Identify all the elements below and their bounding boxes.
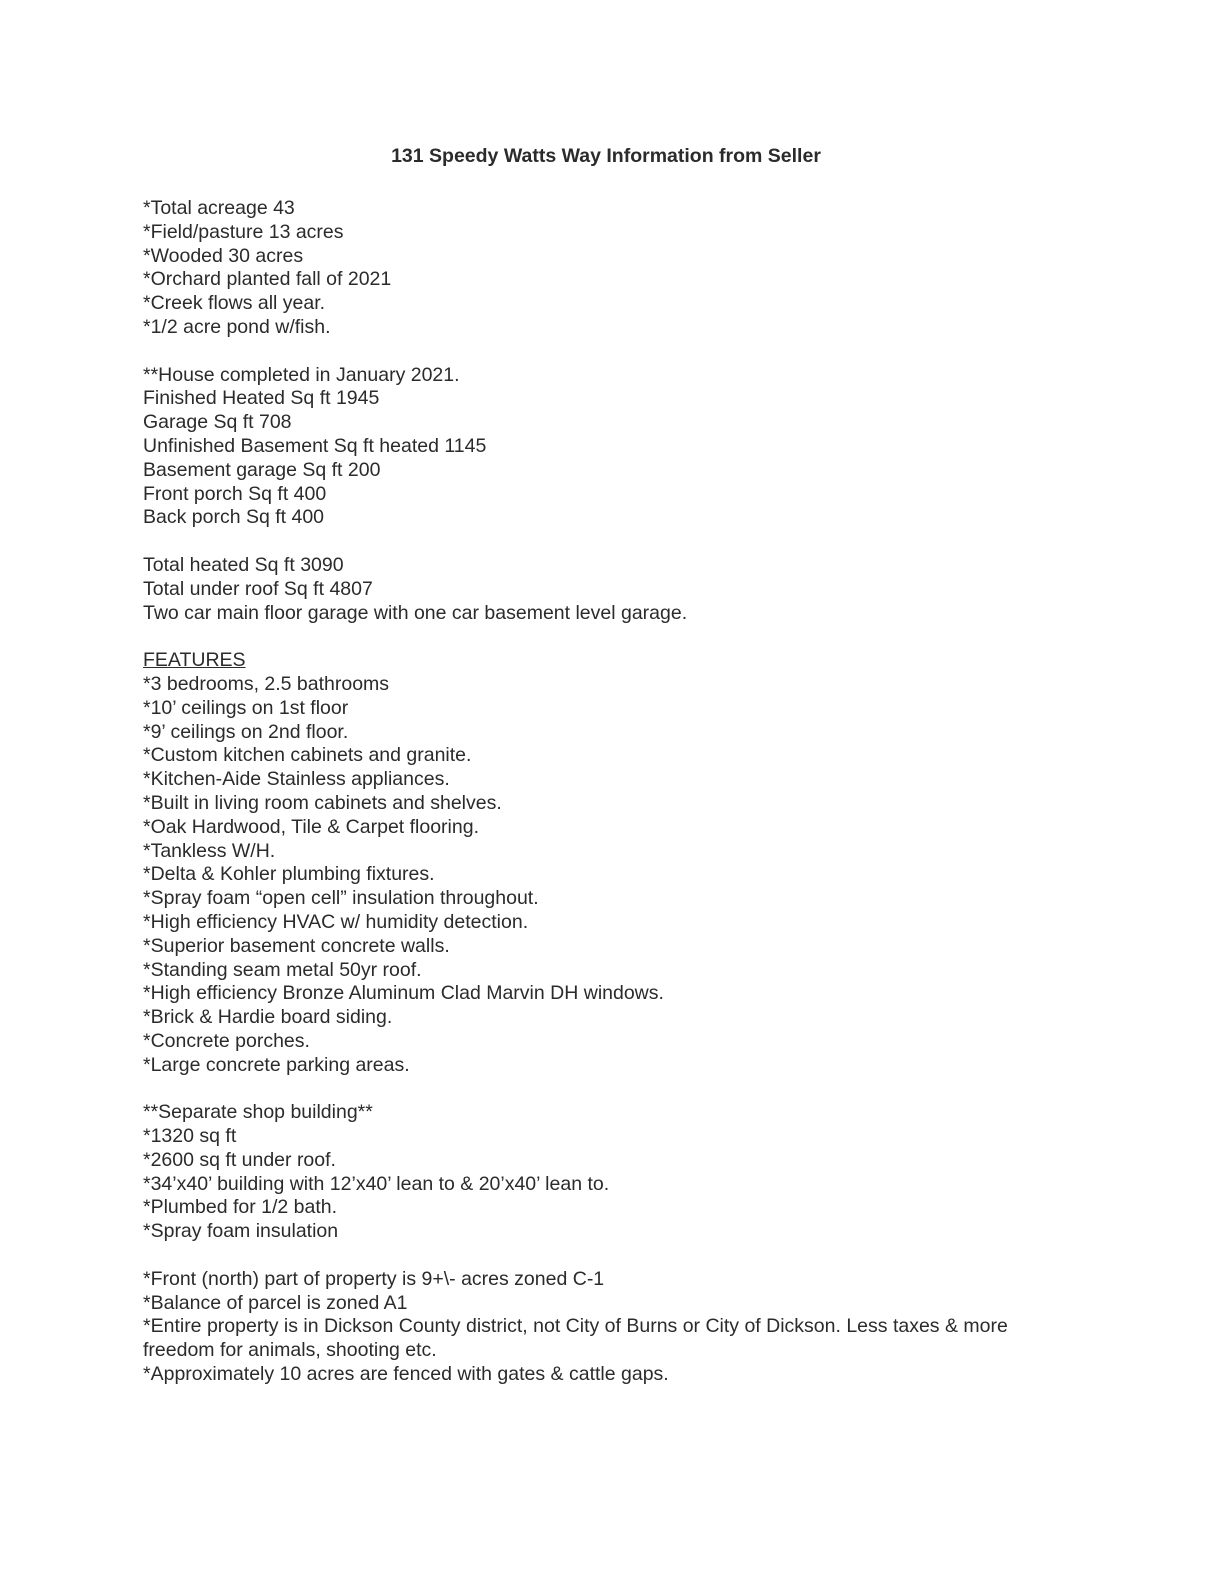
zoning-line: *Approximately 10 acres are fenced with gates & cattle gaps. [143,1363,669,1386]
house-line: **House completed in January 2021. [143,363,460,386]
shop-line: *34’x40’ building with 12’x40’ lean to & 20’x40’ lean to. [143,1172,610,1195]
feature-item: *Superior basement concrete walls. [143,934,450,957]
feature-item: *10’ ceilings on 1st floor [143,696,349,719]
totals-line: Total heated Sq ft 3090 [143,553,344,576]
totals-section [143,554,1043,625]
shop-line: **Separate shop building** [143,1101,373,1124]
land-line: *Field/pasture 13 acres [143,220,344,243]
shop-line: *1320 sq ft [143,1125,237,1148]
land-line: *Creek flows all year. [143,292,326,315]
house-line: Front porch Sq ft 400 [143,482,327,505]
feature-item: *Delta & Kohler plumbing fixtures. [143,863,435,886]
feature-item: *3 bedrooms, 2.5 bathrooms [143,672,390,695]
shop-line: *Spray foam insulation [143,1220,339,1243]
features-section [143,649,1043,1077]
land-line: *Wooded 30 acres [143,244,304,267]
house-line: Back porch Sq ft 400 [143,506,325,529]
feature-item: *Large concrete parking areas. [143,1053,410,1076]
feature-item: *Spray foam “open cell” insulation throughout. [143,887,539,910]
zoning-line: *Entire property is in Dickson County district, not City of Burns or City of Dickson. Less taxes & more freedom for animals, shooting etc. [143,1315,1014,1362]
totals-line: Two car main floor garage with one car basement level garage. [143,601,688,624]
house-line: Basement garage Sq ft 200 [143,458,381,481]
feature-item: *Oak Hardwood, Tile & Carpet flooring. [143,815,479,838]
feature-item: *High efficiency Bronze Aluminum Clad Marvin DH windows. [143,982,664,1005]
feature-item: *Tankless W/H. [143,839,276,862]
land-section [143,197,1043,340]
shop-line: *2600 sq ft under roof. [143,1148,336,1171]
features-heading: FEATURES [143,649,246,672]
zoning-line: *Balance of parcel is zoned A1 [143,1291,408,1314]
land-line: *Orchard planted fall of 2021 [143,268,392,291]
feature-item: *Built in living room cabinets and shelves. [143,791,502,814]
house-line: Garage Sq ft 708 [143,411,292,434]
shop-line: *Plumbed for 1/2 bath. [143,1196,338,1219]
zoning-line: *Front (north) part of property is 9+\- acres zoned C-1 [143,1267,605,1290]
feature-item: *9’ ceilings on 2nd floor. [143,720,349,743]
feature-item: *High efficiency HVAC w/ humidity detection. [143,910,529,933]
feature-item: *Custom kitchen cabinets and granite. [143,744,472,767]
feature-item: *Kitchen-Aide Stainless appliances. [143,768,450,791]
document-body [143,197,1043,1411]
land-line: *Total acreage 43 [143,197,295,219]
land-line: *1/2 acre pond w/fish. [143,315,331,338]
document-title: 131 Speedy Watts Way Information from Seller [391,145,821,167]
house-section [143,364,1043,531]
feature-item: *Standing seam metal 50yr roof. [143,958,422,981]
house-line: Finished Heated Sq ft 1945 [143,387,380,410]
feature-item: *Concrete porches. [143,1029,310,1052]
shop-section [143,1101,1043,1244]
zoning-section [143,1268,1043,1387]
feature-item: *Brick & Hardie board siding. [143,1006,393,1029]
house-line: Unfinished Basement Sq ft heated 1145 [143,434,487,457]
totals-line: Total under roof Sq ft 4807 [143,577,373,600]
